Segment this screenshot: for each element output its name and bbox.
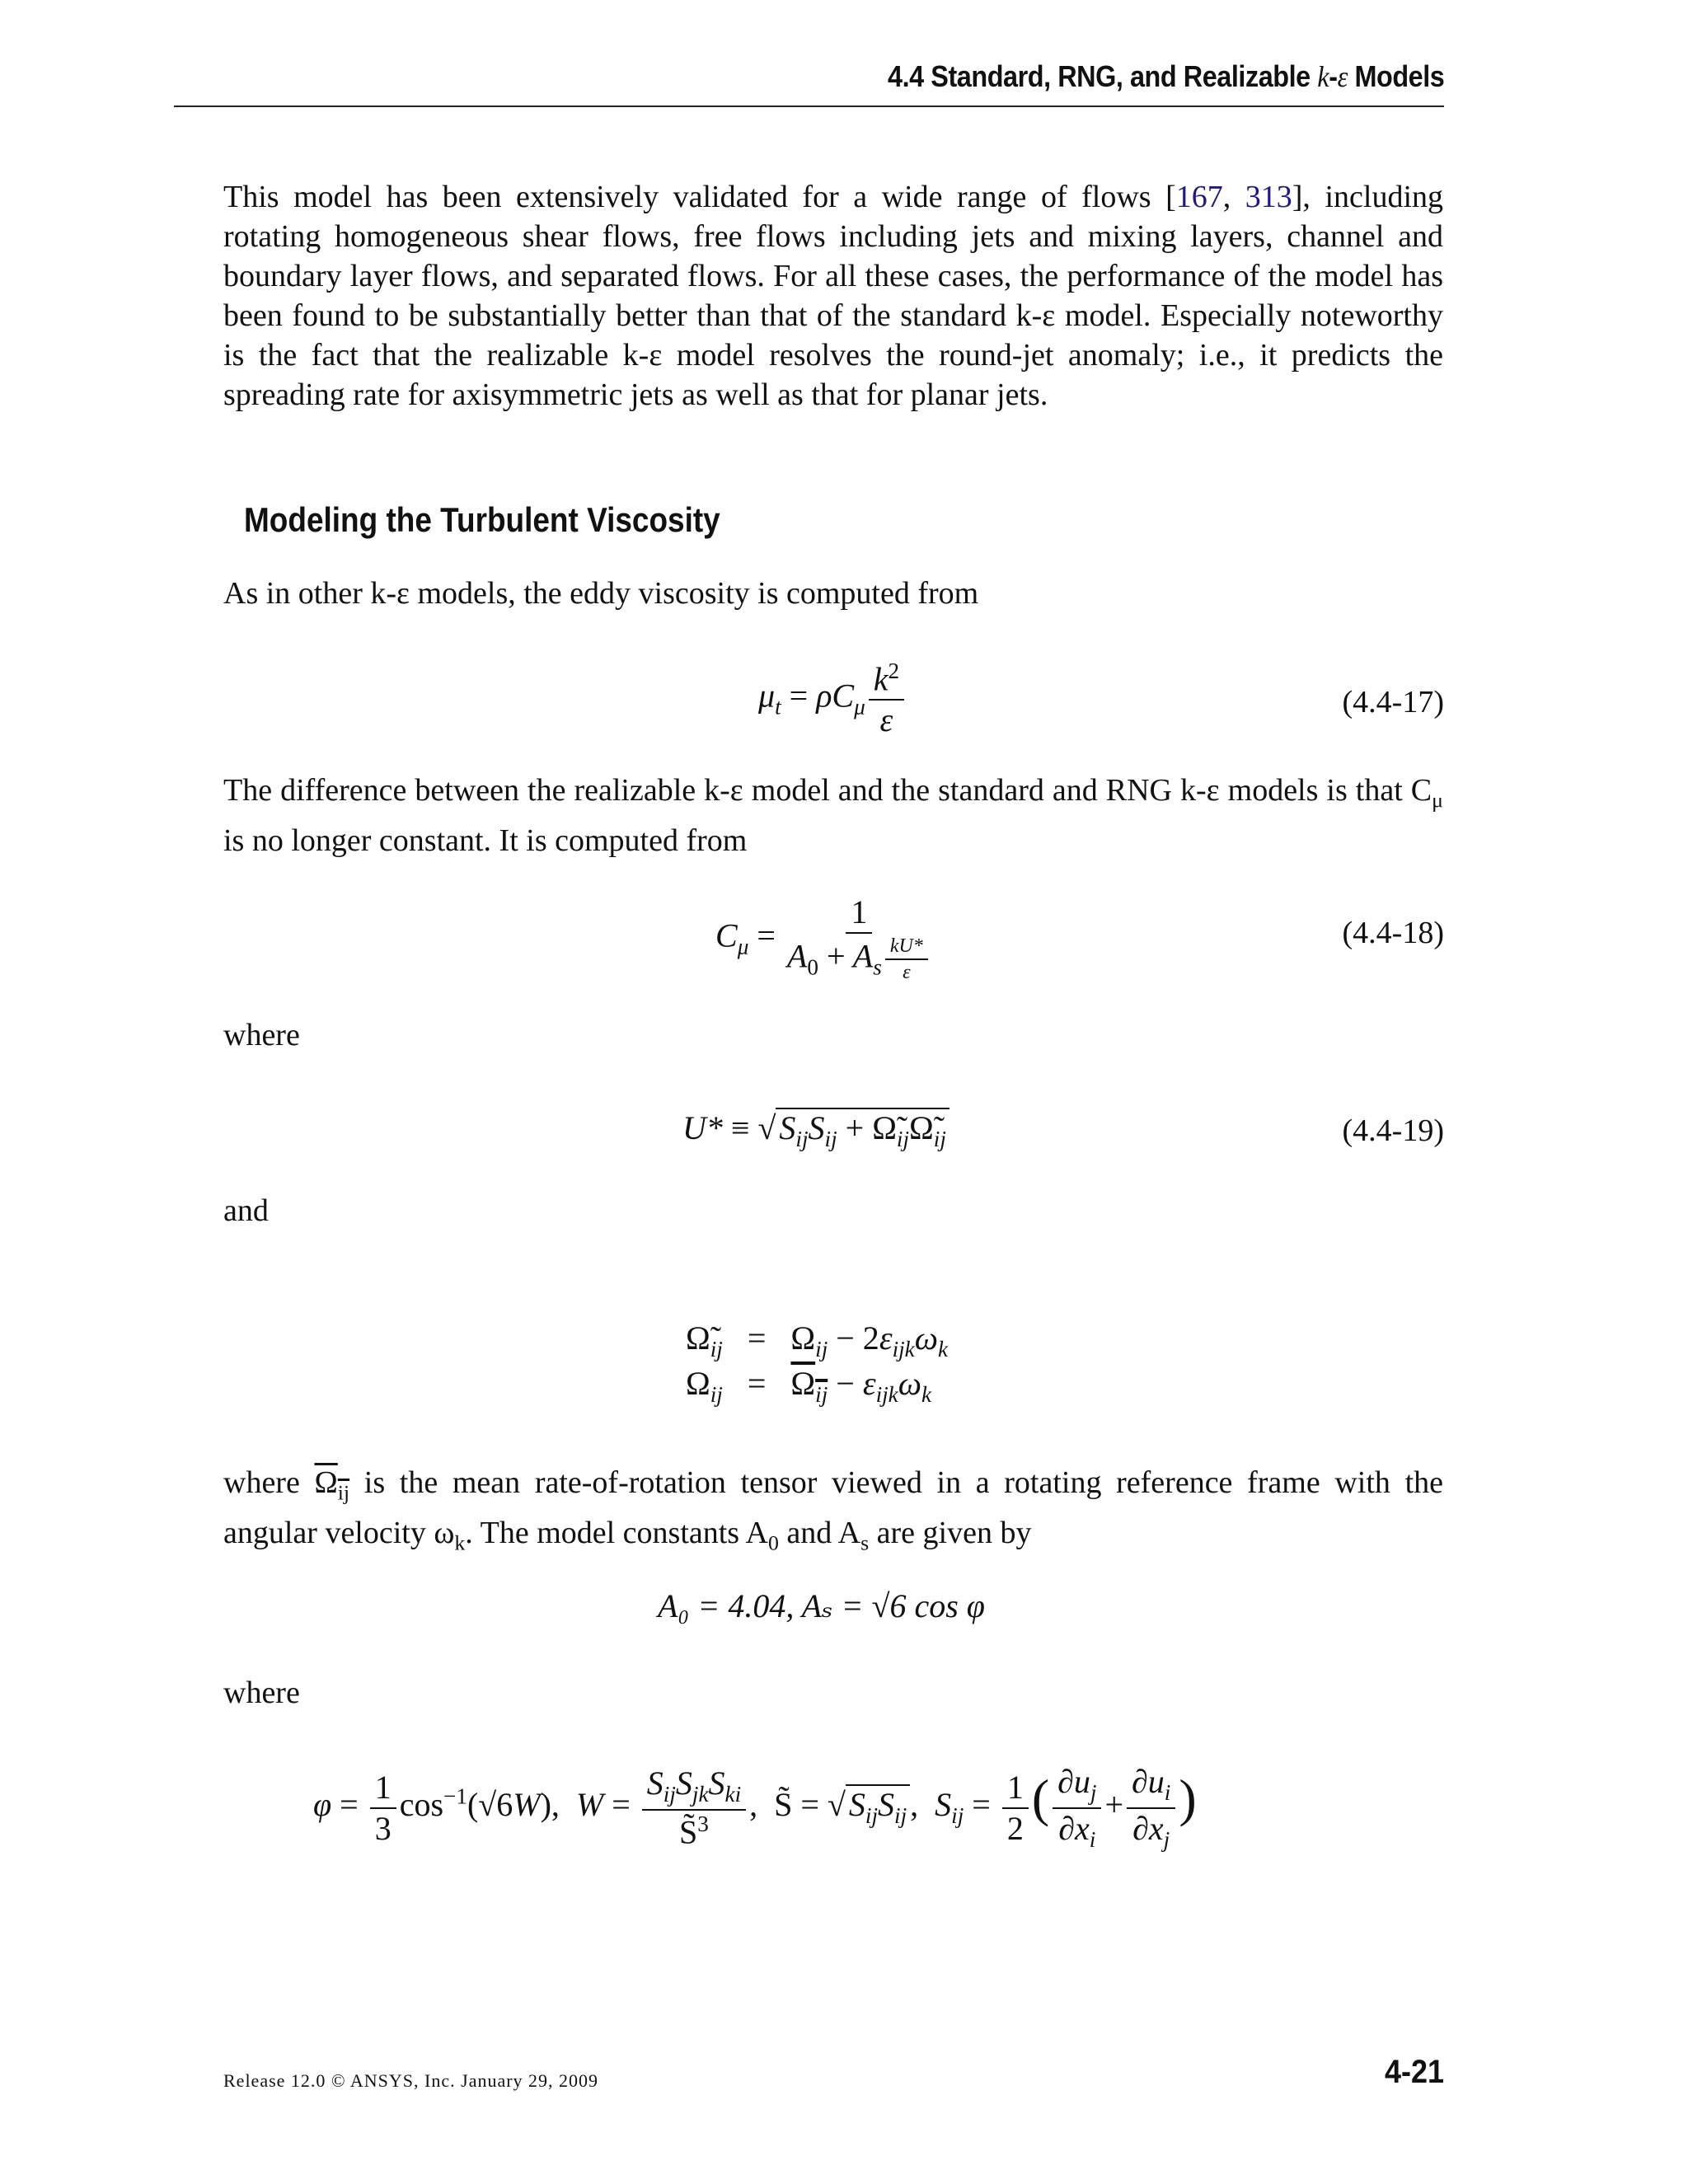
citation-link-167[interactable]: 167: [1175, 180, 1223, 214]
phi-w-s-equation: φ = $\frac{1}{3}$ $\cos^{-1}(√6W)$, W = $\frac{S_{ij}S_{jk}S_{ki}}{S̃^3}$ , S̃ = √ $S_{ij}S_{ij}$ , $S_{ij}$ = $\frac{1}{2}$ ( $\frac{\partial u_j}{\partial x_i}$ + $\frac{\partial u_i}{\partial x_j}$ ): [313, 1763, 1197, 1852]
section-heading: Modeling the Turbulent Viscosity: [244, 500, 720, 539]
model-constants-equation: A₀ = 4.04, Aₛ = √6 cos φ: [658, 1587, 985, 1624]
rotation-tensor-paragraph: where $\Omega_{ij}$ is the mean rate-of-rotation tensor viewed in a rotating reference frame with the angular velocity $\omega_k$. The model constants $A_0$ and $A_s$ are given by: [223, 1465, 1443, 1555]
eddy-viscosity-intro: As in other k-ε models, the eddy viscosity is computed from: [223, 576, 979, 611]
and-label: and: [223, 1193, 269, 1228]
where-label-2: where: [223, 1675, 300, 1710]
c-mu-intro: The difference between the realizable k-ε model and the standard and RNG k-ε models is that $C_\mu$ is no longer constant. It is computed from: [223, 773, 1443, 858]
running-header: 4.4 Standard, RNG, and Realizable k-ε Models: [887, 59, 1444, 93]
equation-4-4-18: $C_\mu$ = 1 $A_0 + A_s$ $\frac{kU*}{\varepsilon}$: [715, 894, 935, 984]
omega-definition: $\Omega_{ij}$ = $\Omega_{ij} - \varepsilon_{ijk}\omega_k$: [686, 1365, 932, 1407]
equation-number-18: (4.4-18): [1342, 916, 1444, 950]
header-rule: [174, 105, 1444, 107]
equation-4-4-19: U* ≡ √ $S_{ij}S_{ij}$ + $\Omegã_{ij}\Omegã_{ij}$: [682, 1108, 950, 1152]
equation-number-19: (4.4-19): [1342, 1113, 1444, 1148]
intro-paragraph: This model has been extensively validated for a wide range of flows [167, 313], including rotating homogeneous shear flows, free flows including jets and mixing layers, channel and boundary layer flows, and separated flows. For all these cases, the performance of the model has been found to be substantially better than that of the standard k-ε model. Especially noteworthy is the fact that the realizable k-ε model resolves the round-jet anomaly; i.e., it predicts the spreading rate for axisymmetric jets as well as that for planar jets.: [223, 180, 1444, 412]
citation-link-313[interactable]: 313: [1245, 180, 1292, 214]
equation-number-17: (4.4-17): [1342, 685, 1444, 719]
omega-tilde-definition: $\Omegã_{ij}$ = $\Omega_{ij} - 2\varepsilon_{ijk}\omega_k$: [686, 1319, 949, 1361]
where-label-1: where: [223, 1018, 300, 1052]
page-number: 4-21: [1384, 2054, 1444, 2090]
footer-release: Release 12.0 © ANSYS, Inc. January 29, 2009: [223, 2070, 599, 2091]
equation-4-4-17: $\mu_t = \rho C_\mu$ $\frac{k^2}{\varepsilon}$: [758, 659, 907, 738]
